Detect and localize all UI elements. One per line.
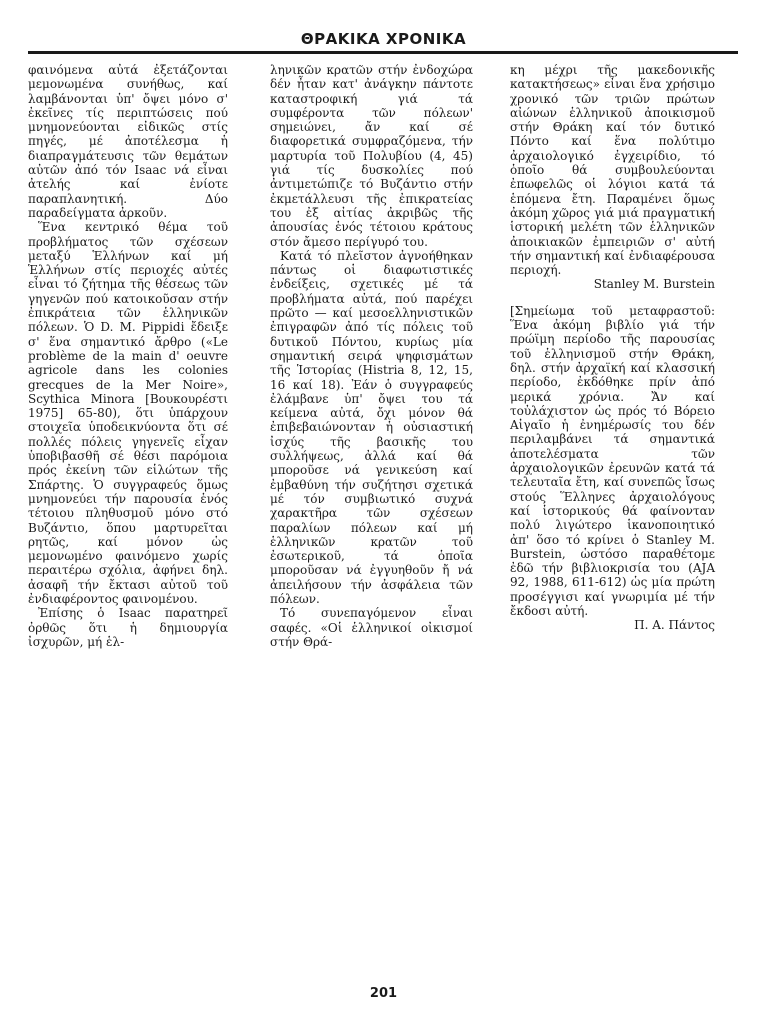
translator-note: [Σημείωμα τοῦ μεταφραστοῦ: Ἕνα ἀκόμη βιβλίο γιά τήν πρώϊμη περίοδο τῆς παρουσίας τοῦ ἑλληνισμοῦ στήν Θράκη, δηλ. στήν ἀρχαϊκή καί κλασσική περίοδο, ἐκδόθηκε πρίν ἀπό μερικά χρόνια. Ἄν καί τοὐλάχιστον ὡς πρός τό Βόρειο Αἰγαῖο ἡ ἐνημέρωσίς του δέν περιλαμβάνει τά σημαντικά ἀποτελέσματα τῶν ἀρχαιολογικῶν ἐρευνῶν κατά τά τελευταῖα ἔτη, καί συνεπῶς ἴσως στούς Ἕλληνες ἀρχαιολόγους καί ἱστορικούς θά φαίνονταν πολύ λιγώτερο ἱκανοποιητικό ἀπ' ὅσο τό κρίνει ὁ Stanley M. Burstein, ὡστόσο παραθέτομε ἐδῶ τήν βιβλιοκρισία του (AJA 92, 1988, 611-612) ὡς μία πρώτη προσέγγισι καί γνωριμία μέ τήν ἔκδοσι αὐτή. — [510, 303, 715, 618]
text-column-1 — [28, 63, 228, 649]
paragraph: Κατά τό πλεῖστον ἀγνοήθηκαν πάντως οἱ διαφωτιστικές ἐνδείξεις, σχετικές μέ τά προβλήματα αὐτά, πού παρέχει πρῶτο — καί μεσοελληνιστικῶν ἐπιγραφῶν ἀπό τίς πόλεις τοῦ δυτικοῦ Πόντου, κυρίως μία σημαντική σειρά ψηφισμάτων τῆς Ἱστορίας (Histria 8, 12, 15, 16 καί 18). Ἐάν ὁ συγγραφεύς ἐλάμβανε ὑπ' ὄψει του τά κείμενα αὐτά, ὄχι μόνον θά ἐπιβεβαιώνονταν ἡ οὐσιαστική ἰσχύς τῆς βασικῆς του συλλήψεως, ἀλλά καί θά μποροῦσε νά γενικεύση καί ἐμβαθύνη τήν συζήτησι σχετικά μέ τόν συμβιωτικό συχνά χαρακτῆρα τῶν σχέσεων παραλίων πόλεων καί μή ἑλληνικῶν κρατῶν τοῦ ἐσωτερικοῦ, τά ὁποῖα μποροῦσαν νά ἐγγυηθοῦν ἤ νά ἀπειλήσουν τήν ἀσφάλεια τῶν πόλεων. — [270, 248, 473, 606]
text-column-3 — [510, 63, 715, 633]
header-rule — [28, 51, 738, 54]
running-header: ΘΡΑΚΙΚΑ ΧΡΟΝΙΚΑ — [300, 30, 467, 48]
review-author-signature: Stanley M. Burstein — [593, 277, 715, 292]
paragraph: Τό συνεπαγόμενον εἶναι σαφές. «Οἱ ἑλληνικοί οἰκισμοί στήν Θρά- — [270, 606, 473, 649]
paragraph: φαινόμενα αὐτά ἐξετάζονται μεμονωμένα συνήθως, καί λαμβάνονται ὑπ' ὄψει μόνο σ' ἐκεῖνες τίς περιπτώσεις πού μνημονεύονται εἰδικῶς στίς πηγές, μέ ἀποτέλεσμα ἡ διαπραγμάτευσις τῶν θεμάτων αὐτῶν ἀπό τόν Isaac νά εἶναι ἀτελής καί ἐνίοτε παραπλανητική. Δύο παραδείγματα ἀρκοῦν. — [28, 63, 228, 220]
page-number: 201 — [369, 986, 398, 1001]
paragraph: Ἐπίσης ὁ Isaac παρατηρεῖ ὀρθῶς ὅτι ἡ δημιουργία ἰσχυρῶν, μή ἑλ- — [28, 606, 228, 649]
translator-signature: Π. Α. Πάντος — [634, 618, 715, 633]
text-column-2 — [270, 63, 473, 649]
paragraph: κη μέχρι τῆς μακεδονικῆς κατακτήσεως» εἶναι ἕνα χρήσιμο χρονικό τῶν τριῶν πρώτων αἰώνων ἑλληνικοῦ ἀποικισμοῦ στήν Θράκη καί τόν δυτικό Πόντο καί ἕνα πολύτιμο ἀρχαιολογικό ἐγχειρίδιο, τό ὁποῖο θά συμβουλεύονται ἐπωφελῶς οἱ λόγιοι κατά τά ἑπόμενα ἔτη. Παραμένει ὅμως ἀκόμη χῶρος γιά μιά πραγματική ἱστορική μελέτη τῶν ἑλληνικῶν ἀποικιακῶν ἐμπειριῶν σ' αὐτή τήν σημαντική καί ἐνδιαφέρουσα περιοχή. — [510, 63, 715, 278]
paragraph: ληνικῶν κρατῶν στήν ἐνδοχώρα δέν ἦταν κατ' ἀνάγκην πάντοτε καταστροφική γιά τά συμφέροντα τῶν πόλεων' σημειώνει, ἄν καί σέ διαφορετικά συμφραζόμενα, τήν μαρτυρία τοῦ Πολυβίου (4, 45) γιά τίς δυσκολίες πού ἀντιμετώπιζε τό Βυζάντιο στήν ἐκμετάλλευσι τῆς ἐπικρατείας του ἐξ αἰτίας ἀκριβῶς τῆς ἀπουσίας ἑνός τέτοιου κράτους στόν ἄμεσο περίγυρό του. — [270, 63, 473, 249]
paragraph: Ἕνα κεντρικό θέμα τοῦ προβλήματος τῶν σχέσεων μεταξύ Ἑλλήνων καί μή Ἑλλήνων στίς περιοχές αὐτές εἶναι τό ζήτημα τῆς θέσεως τῶν γηγενῶν πού κατοικοῦσαν στήν ἐπικράτεια τῶν ἑλληνικῶν πόλεων. Ὁ D. M. Pippidi ἔδειξε σ' ἕνα σημαντικό ἄρθρο («Le problème de la main d' oeuvre agricole dans les colonies grecques de la Mer Noire», Scythica Minora [Βουκουρέστι 1975] 65-80), ὅτι ὑπάρχουν στοιχεῖα ὑποδεικνύοντα ὅτι σέ πολλές πόλεις γηγενεῖς εἶχαν ὑποβιβασθῆ σέ θέσι παρόμοια πρός ἐκείνη τῶν εἱλώτων τῆς Σπάρτης. Ὁ συγγραφεύς ὅμως μνημονεύει τήν παρουσία ἑνός τέτοιου πληθυσμοῦ μόνο στό Βυζάντιο, ὅπου μαρτυρεῖται ρητῶς, καί μόνον ὡς μεμονωμένο φαινόμενο χωρίς περαιτέρω σχόλια, ἀφήνει δηλ. ἀσαφῆ τήν ἔκτασι αὐτοῦ τοῦ ἐνδιαφέροντος φαινομένου. — [28, 220, 228, 606]
